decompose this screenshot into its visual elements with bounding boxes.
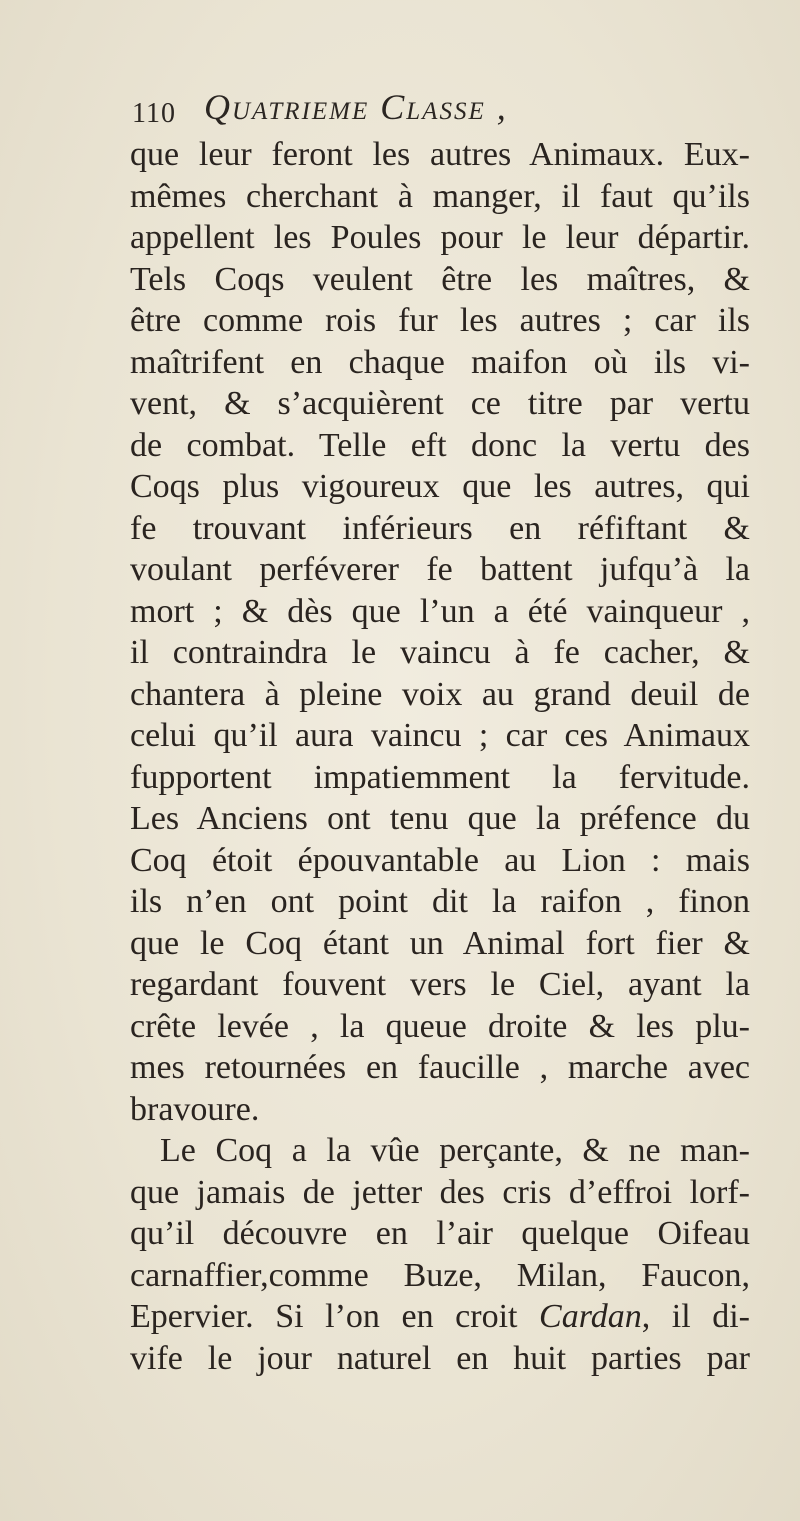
text-line: que le Coq étant un Animal fort fier &: [130, 924, 750, 962]
text-line: celui qu’il aura vaincu ; car ces Animaux: [130, 717, 750, 754]
text-line: regardant fouvent vers le Ciel, ayant la: [130, 966, 750, 1003]
text-line: que leur feront les autres Animaux. Eux-: [130, 136, 750, 173]
text-line: être comme rois fur les autres ; car ils: [130, 302, 750, 339]
body-text: [130, 134, 750, 1379]
text-line: crête levée , la queue droite & les plu-: [130, 1007, 750, 1045]
text-line: Le Coq a la vûe perçante, & ne man-: [160, 1132, 750, 1169]
text-line: vife le jour naturel en huit parties par: [130, 1339, 750, 1377]
text-line: bravoure.: [130, 1090, 260, 1128]
text-line: qu’il découvre en l’air quelque Oifeau: [130, 1215, 750, 1252]
text-line: mêmes cherchant à manger, il faut qu’ils: [130, 177, 750, 215]
text-line: mort ; & dès que l’un a été vainqueur ,: [130, 592, 750, 630]
text-line: chantera à pleine voix au grand deuil de: [130, 675, 750, 713]
text-line: il contraindra le vaincu à fe cacher, &: [130, 634, 750, 671]
text-line: appellent les Poules pour le leur départir.: [130, 219, 750, 256]
text-line: fe trouvant inférieurs en réfiftant &: [130, 509, 750, 547]
text-line: Les Anciens ont tenu que la préfence du: [130, 800, 750, 837]
text-line: que jamais de jetter des cris d’effroi lorf-: [130, 1173, 750, 1211]
text-line: Epervier. Si l’on en croit Cardan, il di-: [130, 1298, 751, 1335]
text-line: Coq étoit épouvantable au Lion : mais: [130, 841, 750, 879]
text-line: mes retournées en faucille , marche avec: [130, 1049, 750, 1086]
text-line: Coqs plus vigoureux que les autres, qui: [130, 468, 750, 505]
author-name: Cardan: [539, 1298, 642, 1335]
text-line: ils n’en ont point dit la raifon , finon: [130, 883, 750, 920]
text-line: de combat. Telle eft donc la vertu des: [130, 426, 750, 464]
text-line: Tels Coqs veulent être les maîtres, &: [130, 260, 750, 298]
text-line: fupportent impatiemment la fervitude.: [130, 758, 750, 796]
running-header: [132, 86, 752, 132]
running-title: Quatrieme Classe ,: [204, 87, 508, 127]
text-line: carnaffier,comme Buze, Milan, Faucon,: [130, 1256, 750, 1294]
page-number: 110: [132, 98, 176, 129]
text-line: voulant perféverer fe battent jufqu’à la: [130, 551, 750, 588]
text-line: vent, & s’acquièrent ce titre par vertu: [130, 385, 750, 422]
text-line: maîtrifent en chaque maifon où ils vi-: [130, 343, 750, 381]
